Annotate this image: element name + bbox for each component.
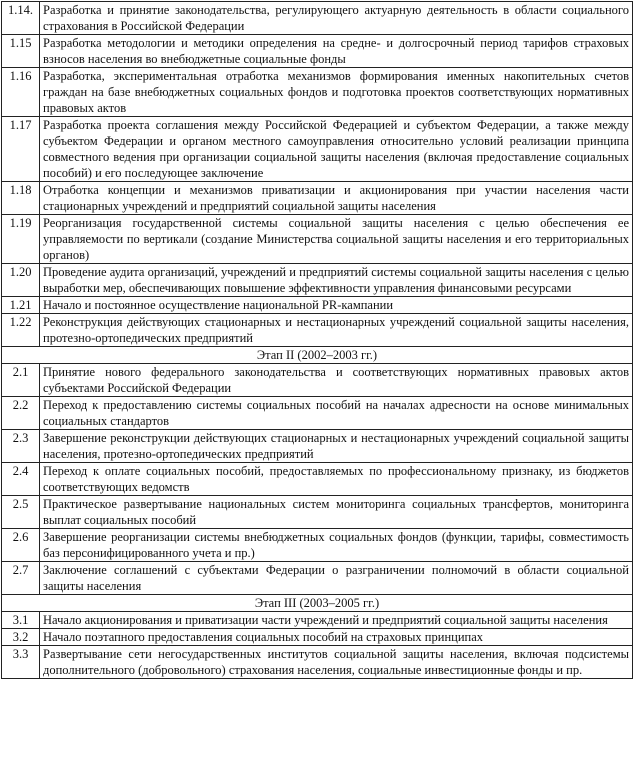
table-row xyxy=(2,430,633,463)
table-row xyxy=(2,314,633,347)
item-text: Завершение реконструкции действующих стационарных и нестационарных учреждений социальной защиты населения, протезно-ортопедических предприятий xyxy=(40,430,633,463)
item-number: 2.7 xyxy=(2,562,40,595)
item-number: 1.18 xyxy=(2,182,40,215)
item-text: Разработка, экспериментальная отработка механизмов формирования именных накопительных счетов граждан на базе внебюджетных социальных фондов и подготовка проектов соответствующих нормативных правовых актов xyxy=(40,68,633,117)
table-row xyxy=(2,2,633,35)
item-text: Заключение соглашений с субъектами Федерации о разграничении полномочий в области социальной защиты населения xyxy=(40,562,633,595)
item-number: 3.3 xyxy=(2,646,40,679)
item-number: 2.4 xyxy=(2,463,40,496)
table-row xyxy=(2,35,633,68)
item-text: Завершение реорганизации системы внебюджетных социальных фондов (функции, тарифы, совместимость баз персонифицированного учета и пр.) xyxy=(40,529,633,562)
item-text: Разработка проекта соглашения между Российской Федерацией и субъектом Федерации, а также между субъектом Федерации и органом местного самоуправления относительно условий реализации принципа совместного ведения при организации социальной защиты населения (включая предоставление социальных пособий) и его последующее заключение xyxy=(40,117,633,182)
item-number: 2.6 xyxy=(2,529,40,562)
item-number: 2.2 xyxy=(2,397,40,430)
table-row xyxy=(2,182,633,215)
table-row xyxy=(2,629,633,646)
item-text: Начало и постоянное осуществление национальной PR-кампании xyxy=(40,297,633,314)
item-number: 2.3 xyxy=(2,430,40,463)
item-text: Практическое развертывание национальных систем мониторинга социальных трансфертов, мониторинга выплат социальных пособий xyxy=(40,496,633,529)
stage-title: Этап II (2002–2003 гг.) xyxy=(2,347,633,364)
item-text: Начало поэтапного предоставления социальных пособий на страховых принципах xyxy=(40,629,633,646)
table-row xyxy=(2,297,633,314)
item-number: 1.19 xyxy=(2,215,40,264)
item-text: Переход к предоставлению системы социальных пособий на началах адресности на основе минимальных социальных стандартов xyxy=(40,397,633,430)
table-row xyxy=(2,264,633,297)
stage-header-row xyxy=(2,347,633,364)
measures-table xyxy=(1,1,633,679)
item-text: Разработка и принятие законодательства, регулирующего актуарную деятельность в области социального страхования в Российской Федерации xyxy=(40,2,633,35)
item-number: 1.17 xyxy=(2,117,40,182)
item-text: Принятие нового федерального законодательства и соответствующих нормативных правовых актов субъектами Российской Федерации xyxy=(40,364,633,397)
item-text: Начало акционирования и приватизации части учреждений и предприятий социальной защиты населения xyxy=(40,612,633,629)
stage-title: Этап III (2003–2005 гг.) xyxy=(2,595,633,612)
table-row xyxy=(2,68,633,117)
table-row xyxy=(2,562,633,595)
table-row xyxy=(2,117,633,182)
item-text: Отработка концепции и механизмов приватизации и акционирования при участии населения части стационарных учреждений и предприятий социальной защиты населения xyxy=(40,182,633,215)
item-number: 1.20 xyxy=(2,264,40,297)
table-row xyxy=(2,364,633,397)
measures-table-body xyxy=(2,2,633,679)
table-row xyxy=(2,612,633,629)
stage-header-row xyxy=(2,595,633,612)
table-row xyxy=(2,496,633,529)
item-text: Разработка методологии и методики определения на средне- и долгосрочный период тарифов страховых взносов населения во внебюджетные социальные фонды xyxy=(40,35,633,68)
item-text: Реконструкция действующих стационарных и нестационарных учреждений социальной защиты населения, протезно-ортопедических предприятий xyxy=(40,314,633,347)
item-text: Развертывание сети негосударственных институтов социальной защиты населения, включая подсистемы дополнительного (добровольного) страхования населения, социальные инвестиционные фонды и пр. xyxy=(40,646,633,679)
item-number: 2.5 xyxy=(2,496,40,529)
item-number: 1.16 xyxy=(2,68,40,117)
table-row xyxy=(2,397,633,430)
table-row xyxy=(2,463,633,496)
item-number: 2.1 xyxy=(2,364,40,397)
item-number: 1.14. xyxy=(2,2,40,35)
table-row xyxy=(2,646,633,679)
item-number: 3.1 xyxy=(2,612,40,629)
table-row xyxy=(2,529,633,562)
item-text: Проведение аудита организаций, учреждений и предприятий системы социальной защиты населения с целью выработки мер, обеспечивающих повышение эффективности управления финансовыми ресурсами xyxy=(40,264,633,297)
item-number: 1.22 xyxy=(2,314,40,347)
item-number: 1.15 xyxy=(2,35,40,68)
table-row xyxy=(2,215,633,264)
item-text: Реорганизация государственной системы социальной защиты населения с целью обеспечения ее управляемости по вертикали (создание Министерства социальной защиты населения и его территориальных органов) xyxy=(40,215,633,264)
item-number: 3.2 xyxy=(2,629,40,646)
item-text: Переход к оплате социальных пособий, предоставляемых по профессиональному признаку, из бюджетов соответствующих ведомств xyxy=(40,463,633,496)
item-number: 1.21 xyxy=(2,297,40,314)
